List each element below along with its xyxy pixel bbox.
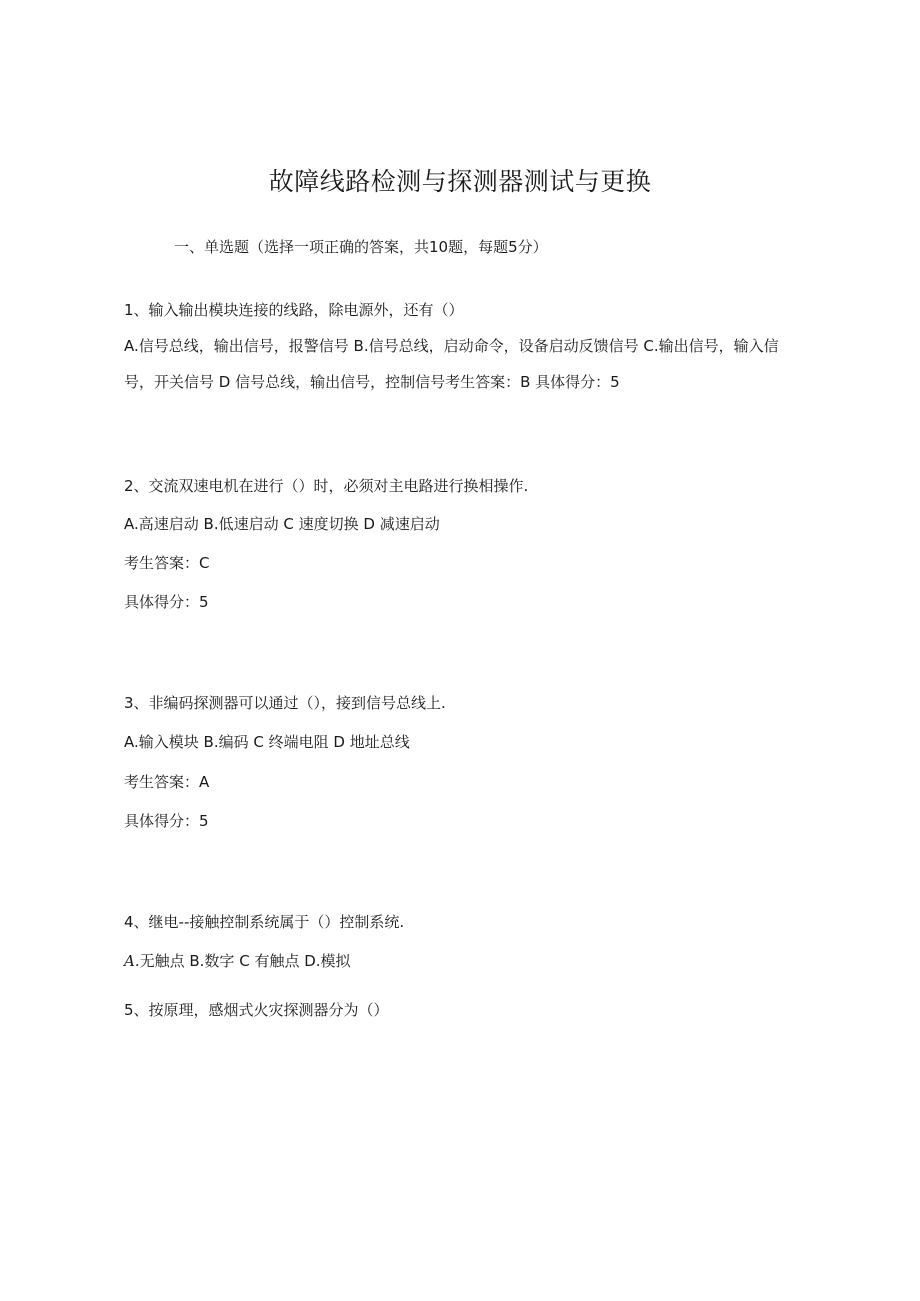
question-2-score: 具体得分：5	[124, 593, 209, 611]
question-1-stem: 1、输入输出模块连接的线路，除电源外，还有（）	[124, 301, 464, 319]
question-2-answer: 考生答案：C	[124, 554, 210, 572]
question-1-options: A.信号总线，输出信号，报警信号 B.信号总线，启动命令，设备启动反馈信号 C.输出信号，输入信号，开关信号 D 信号总线，输出信号，控制信号考生答案：B 具体得分：5	[124, 337, 779, 391]
question-2-stem: 2、交流双速电机在进行（）时，必须对主电路进行换相操作.	[124, 477, 529, 495]
question-3-score: 具体得分：5	[124, 812, 209, 830]
question-3-answer: 考生答案：A	[124, 773, 210, 791]
question-3-options: A.输入模块 B.编码 C 终端电阻 D 地址总线	[124, 733, 410, 751]
question-4-stem: 4、继电--接触控制系统属于（）控制系统.	[124, 913, 405, 931]
question-4-options	[124, 951, 794, 971]
section-heading: 一、单选题（选择一项正确的答案，共10题，每题5分）	[174, 238, 548, 256]
question-2-options: A.高速启动 B.低速启动 C 速度切换 D 减速启动	[124, 515, 440, 533]
question-5-stem: 5、按原理，感烟式火灾探测器分为（）	[124, 1001, 389, 1019]
question-3-stem: 3、非编码探测器可以通过（），接到信号总线上.	[124, 694, 446, 712]
question-4-options-rest: 无触点 B.数字 C 有触点 D.模拟	[139, 952, 351, 970]
document-title: 故障线路检测与探测器测试与更换	[268, 167, 652, 196]
question-4-option-a-letter: A.	[124, 952, 140, 970]
